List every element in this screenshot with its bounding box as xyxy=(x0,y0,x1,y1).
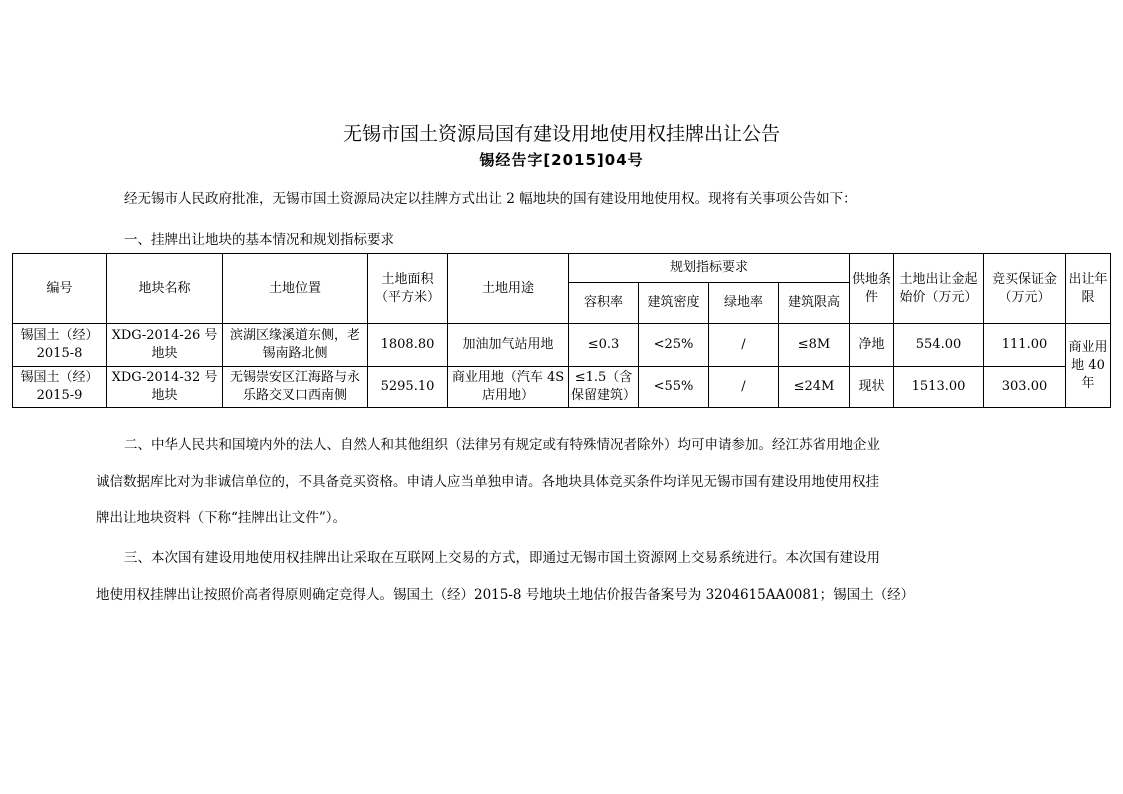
cell-deposit: 303.00 xyxy=(984,367,1066,408)
cell-term: 商业用地 40 年 xyxy=(1066,324,1111,408)
cell-parcel-name: XDG-2014-32 号地块 xyxy=(107,367,223,408)
document-title: 无锡市国土资源局国有建设用地使用权挂牌出让公告 xyxy=(342,123,780,145)
section3-line: 三、本次国有建设用地使用权挂牌出让采取在互联网上交易的方式，即通过无锡市国土资源网上交易系统进行。本次国有建设用 xyxy=(124,550,880,566)
cell-supply: 净地 xyxy=(850,324,894,367)
cell-start-price: 1513.00 xyxy=(894,367,984,408)
cell-location: 滨湖区缘溪道东侧，老锡南路北侧 xyxy=(223,324,368,367)
intro-paragraph: 经无锡市人民政府批准，无锡市国土资源局决定以挂牌方式出让 2 幅地块的国有建设用地使用权。现将有关事项公告如下： xyxy=(124,191,857,207)
cell-location: 无锡崇安区江海路与永乐路交叉口西南侧 xyxy=(223,367,368,408)
header-parcel-name: 地块名称 xyxy=(107,254,223,324)
cell-start-price: 554.00 xyxy=(894,324,984,367)
cell-height: ≤8M xyxy=(779,324,850,367)
cell-far: ≤1.5（含保留建筑） xyxy=(569,367,639,408)
header-planning: 规划指标要求 xyxy=(569,254,850,283)
header-area: 土地面积（平方米） xyxy=(368,254,448,324)
cell-number: 锡国土（经）2015-9 xyxy=(13,367,107,408)
cell-number: 锡国土（经）2015-8 xyxy=(13,324,107,367)
section2-line: 牌出让地块资料（下称“挂牌出让文件”）。 xyxy=(96,510,347,526)
cell-area: 1808.80 xyxy=(368,324,448,367)
cell-use: 加油加气站用地 xyxy=(448,324,569,367)
cell-supply: 现状 xyxy=(850,367,894,408)
header-green: 绿地率 xyxy=(709,283,779,324)
cell-use: 商业用地（汽车 4S 店用地） xyxy=(448,367,569,408)
section3-paragraph xyxy=(96,540,1031,613)
cell-deposit: 111.00 xyxy=(984,324,1066,367)
header-height: 建筑限高 xyxy=(779,283,850,324)
header-location: 土地位置 xyxy=(223,254,368,324)
header-number: 编号 xyxy=(13,254,107,324)
cell-density: <25% xyxy=(639,324,709,367)
header-start-price: 土地出让金起始价（万元） xyxy=(894,254,984,324)
table-row xyxy=(13,324,1111,367)
cell-height: ≤24M xyxy=(779,367,850,408)
parcel-table xyxy=(12,253,1111,408)
cell-green: / xyxy=(709,367,779,408)
cell-parcel-name: XDG-2014-26 号地块 xyxy=(107,324,223,367)
document-number: 锡经告字[2015]04号 xyxy=(479,151,644,169)
header-deposit: 竞买保证金（万元） xyxy=(984,254,1066,324)
table-row xyxy=(13,367,1111,408)
cell-area: 5295.10 xyxy=(368,367,448,408)
section3-line: 地使用权挂牌出让按照价高者得原则确定竞得人。锡国土（经）2015-8 号地块土地估价报告备案号为 3204615AA0081；锡国土（经） xyxy=(96,586,915,603)
header-use: 土地用途 xyxy=(448,254,569,324)
header-supply: 供地条件 xyxy=(850,254,894,324)
section2-line: 诚信数据库比对为非诚信单位的，不具备竞买资格。申请人应当单独申请。各地块具体竞买条件均详见无锡市国有建设用地使用权挂 xyxy=(96,473,879,490)
cell-far: ≤0.3 xyxy=(569,324,639,367)
table-header-row xyxy=(13,254,1111,283)
section2-paragraph xyxy=(96,427,1031,537)
cell-density: <55% xyxy=(639,367,709,408)
header-far: 容积率 xyxy=(569,283,639,324)
section1-heading: 一、挂牌出让地块的基本情况和规划指标要求 xyxy=(124,232,394,248)
header-density: 建筑密度 xyxy=(639,283,709,324)
header-term: 出让年限 xyxy=(1066,254,1111,324)
section2-line: 二、中华人民共和国境内外的法人、自然人和其他组织（法律另有规定或有特殊情况者除外）均可申请参加。经江苏省用地企业 xyxy=(124,437,880,453)
cell-green: / xyxy=(709,324,779,367)
